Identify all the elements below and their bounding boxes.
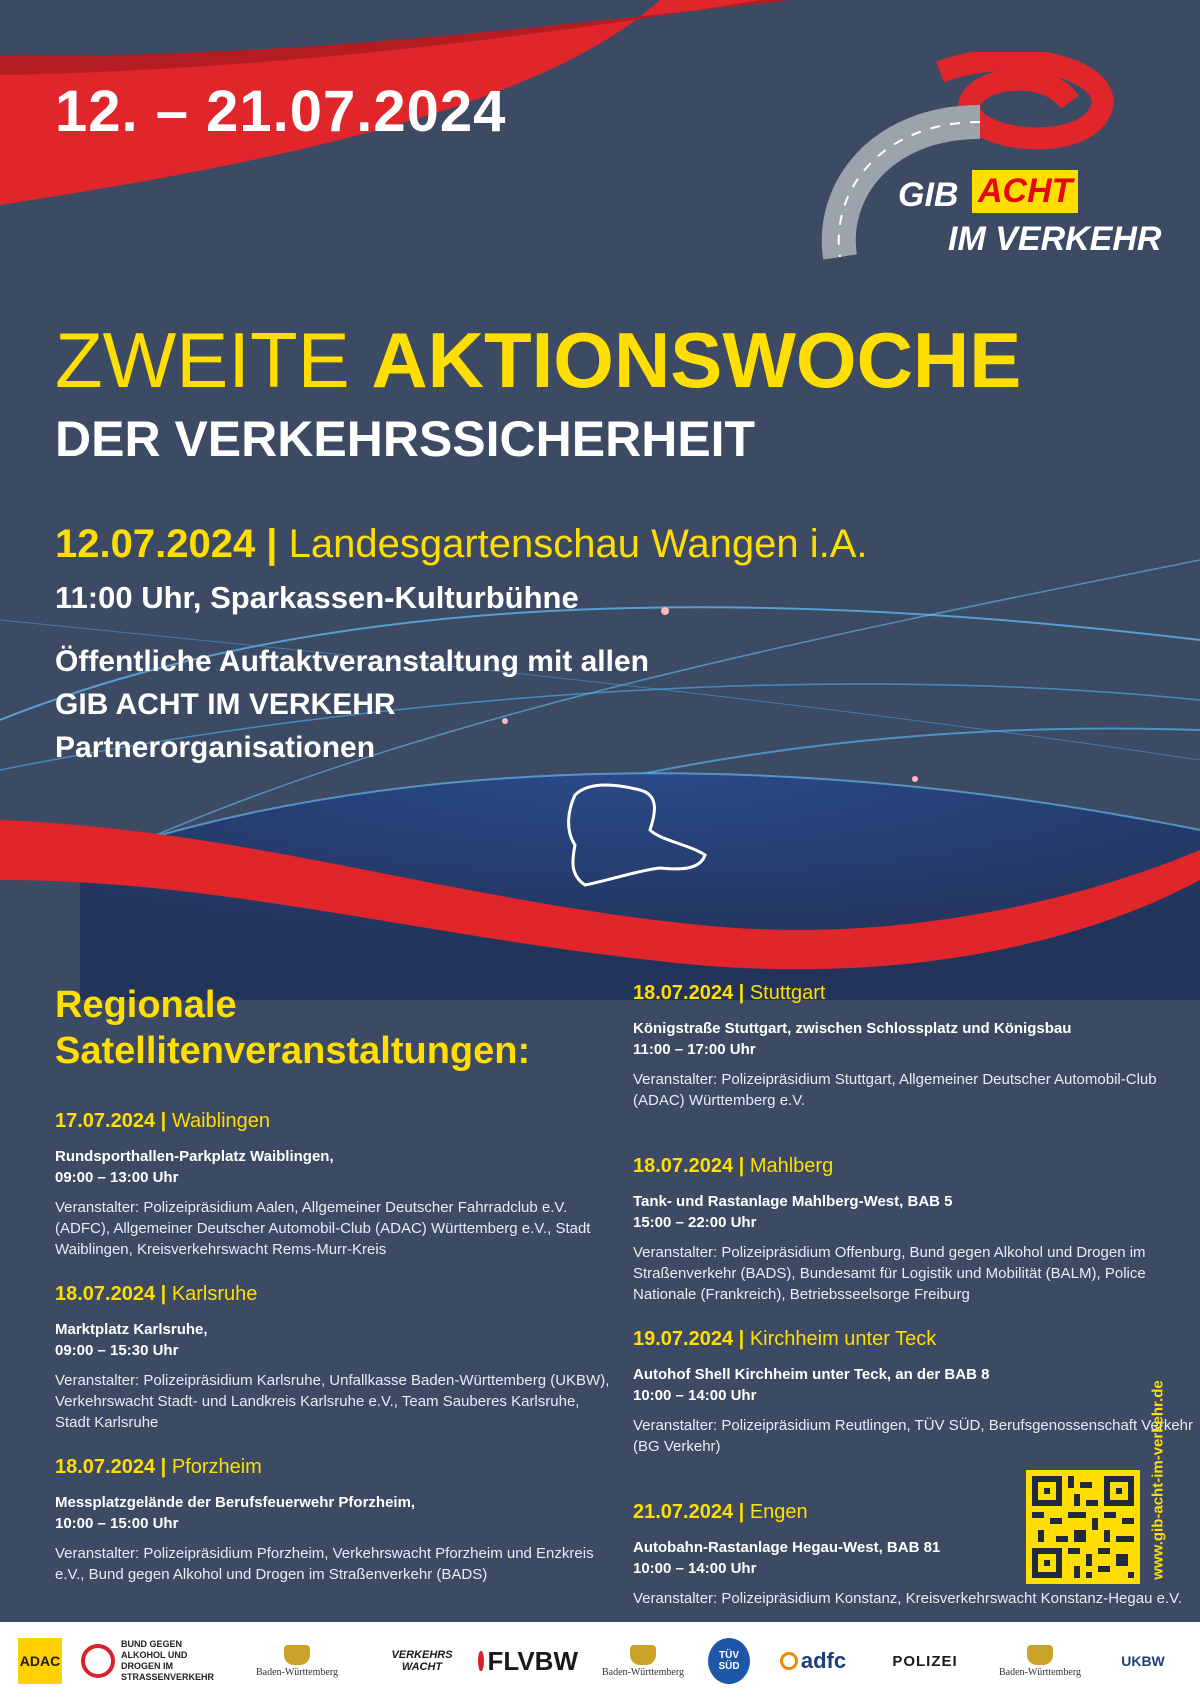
event-organizers: Veranstalter: Polizeipräsidium Reutlingen, TÜV SÜD, Berufsgenossenschaft Verkehr (BG Verkehr) xyxy=(633,1417,1194,1455)
event-place: Königstraße Stuttgart, zwischen Schlossplatz und Königsbau xyxy=(633,1020,1072,1037)
event-item xyxy=(633,1155,1193,1328)
bads-icon xyxy=(81,1644,115,1678)
event-date: 18.07.2024 | xyxy=(55,1456,167,1478)
event-date: 18.07.2024 | xyxy=(633,1155,745,1177)
event-place: Tank- und Rastanlage Mahlberg-West, BAB 5 xyxy=(633,1193,953,1210)
event-time: 11:00 – 17:00 Uhr xyxy=(633,1041,756,1058)
event-item xyxy=(55,1283,615,1456)
bw-ministry-logo xyxy=(990,1638,1090,1684)
kickoff-heading xyxy=(55,522,868,567)
event-place: Autohof Shell Kirchheim unter Teck, an der BAB 8 xyxy=(633,1366,990,1383)
event-location xyxy=(55,1319,615,1361)
flvbw-icon xyxy=(478,1651,484,1671)
event-city: Waiblingen xyxy=(171,1110,271,1132)
event-heading xyxy=(55,1456,615,1482)
event-date: 19.07.2024 | xyxy=(633,1328,745,1350)
ukbw-logo: UKBW xyxy=(1121,1653,1165,1669)
event-place: Autobahn-Rastanlage Hegau-West, BAB 81 xyxy=(633,1539,941,1556)
event-heading xyxy=(633,982,1193,1008)
event-time: 09:00 – 15:30 Uhr xyxy=(55,1342,179,1359)
event-date: 17.07.2024 | xyxy=(55,1110,167,1132)
event-organizers: Veranstalter: Polizeipräsidium Pforzheim, Verkehrswacht Pforzheim und Enzkreis e.V., Bund gegen Alkohol und Drogen im Straßenverkehr (BADS) xyxy=(55,1545,594,1583)
flvbw-text: FLVBW xyxy=(487,1645,578,1676)
event-date: 21.07.2024 | xyxy=(633,1501,745,1523)
regional-heading: Regionale Satellitenveranstaltungen: xyxy=(55,984,531,1072)
kickoff-time: 11:00 Uhr, Sparkassen-Kulturbühne xyxy=(55,580,579,615)
bads-text xyxy=(121,1639,214,1683)
logo-text-im-verkehr: IM VERKEHR xyxy=(948,220,1162,258)
date-range: 12. – 21.07.2024 xyxy=(55,79,507,144)
event-organizers: Veranstalter: Polizeipräsidium Konstanz, Kreisverkehrswacht Konstanz-Hegau e.V. xyxy=(633,1590,1182,1607)
headline-zweite: ZWEITE xyxy=(55,316,350,404)
bw-ministry-text: Baden-Württemberg xyxy=(998,1666,1081,1678)
event-city: Stuttgart xyxy=(749,982,826,1004)
event-city: Mahlberg xyxy=(749,1155,834,1177)
bads-text-line: ALKOHOL UND xyxy=(120,1650,188,1660)
bads-text-line: STRASSENVERKEHR xyxy=(120,1672,214,1682)
bw-ministry-logo xyxy=(232,1638,362,1684)
event-time: 10:00 – 14:00 Uhr xyxy=(633,1560,757,1577)
bads-text-line: DROGEN IM xyxy=(120,1661,173,1671)
event-place: Rundsporthallen-Parkplatz Waiblingen, xyxy=(55,1148,334,1165)
partner-logo-bar xyxy=(0,1622,1200,1699)
adfc-text: adfc xyxy=(800,1648,847,1673)
event-organizers: Veranstalter: Polizeipräsidium Karlsruhe, Unfallkasse Baden-Württemberg (UKBW), Verkehrswacht Stadt- und Landkreis Karlsruhe e.V., Team Sauberes Karlsruhe, Stadt Karlsruhe xyxy=(55,1372,610,1431)
headline xyxy=(55,318,1021,402)
logo-text-acht: ACHT xyxy=(972,170,1078,213)
adac-logo: ADAC xyxy=(18,1638,62,1684)
tuv-sud-logo: TÜV SÜD xyxy=(708,1638,750,1684)
event-place: Marktplatz Karlsruhe, xyxy=(55,1321,208,1338)
event-heading xyxy=(633,1328,1193,1354)
polizei-logo: POLIZEI xyxy=(892,1652,958,1670)
bw-crest-icon xyxy=(630,1645,656,1665)
event-time: 15:00 – 22:00 Uhr xyxy=(633,1214,757,1231)
headline-aktionswoche: AKTIONSWOCHE xyxy=(371,316,1022,404)
website-text[interactable]: www.gib-acht-im-verkehr.de xyxy=(1149,1380,1167,1580)
event-city: Karlsruhe xyxy=(171,1283,258,1305)
event-heading xyxy=(55,1283,615,1309)
event-location xyxy=(633,1364,1193,1406)
verkehrswacht-line: WACHT xyxy=(401,1661,443,1673)
event-item xyxy=(55,1110,615,1283)
event-location xyxy=(55,1492,615,1534)
flvbw-logo xyxy=(478,1638,578,1684)
event-time: 10:00 – 15:00 Uhr xyxy=(55,1515,179,1532)
event-date: 18.07.2024 | xyxy=(55,1283,167,1305)
kickoff-description: Öffentliche Auftaktveranstaltung mit allen GIB ACHT IM VERKEHR Partnerorganisationen xyxy=(55,645,649,764)
bads-text-line: BUND GEGEN xyxy=(120,1639,182,1649)
verkehrswacht-text xyxy=(391,1649,452,1673)
event-city: Engen xyxy=(749,1501,808,1523)
event-place: Messplatzgelände der Berufsfeuerwehr Pforzheim, xyxy=(55,1494,416,1511)
event-time: 10:00 – 14:00 Uhr xyxy=(633,1387,757,1404)
event-organizers: Veranstalter: Polizeipräsidium Aalen, Allgemeiner Deutscher Fahrradclub e.V. (ADFC), Allgemeiner Deutscher Automobil-Club (ADAC) Württemberg e.V., Stadt Waiblingen, Kreisverkehrswacht Rems-Murr-Kreis xyxy=(55,1199,591,1258)
event-heading xyxy=(633,1155,1193,1181)
event-heading xyxy=(55,1110,615,1136)
event-column-left xyxy=(55,1110,615,1629)
event-item xyxy=(55,1456,615,1629)
event-organizers: Veranstalter: Polizeipräsidium Stuttgart, Allgemeiner Deutscher Automobil-Club (ADAC) Württemberg e.V. xyxy=(633,1071,1157,1109)
event-city: Kirchheim unter Teck xyxy=(749,1328,937,1350)
qr-code-icon[interactable] xyxy=(1026,1470,1140,1584)
logo-text-gib: GIB xyxy=(898,176,959,214)
bw-crest-icon xyxy=(1027,1645,1053,1665)
verkehrswacht-line: VERKEHRS xyxy=(391,1649,453,1661)
event-time: 09:00 – 13:00 Uhr xyxy=(55,1169,179,1186)
bw-crest-icon xyxy=(284,1645,310,1665)
bw-ministry-logo xyxy=(588,1638,698,1684)
adfc-icon xyxy=(780,1652,798,1670)
bw-ministry-text: Baden-Württemberg xyxy=(255,1666,338,1678)
event-location xyxy=(633,1191,1193,1233)
bw-ministry-text: Baden-Württemberg xyxy=(601,1666,684,1678)
website-link[interactable] xyxy=(1146,1370,1170,1590)
event-date: 18.07.2024 | xyxy=(633,982,745,1004)
verkehrswacht-logo xyxy=(382,1638,462,1684)
adfc-logo xyxy=(772,1638,854,1684)
kickoff-date: 12.07.2024 | xyxy=(55,522,278,566)
kickoff-place: Landesgartenschau Wangen i.A. xyxy=(288,522,868,566)
event-location xyxy=(55,1146,615,1188)
bads-logo xyxy=(80,1638,215,1684)
event-organizers: Veranstalter: Polizeipräsidium Offenburg, Bund gegen Alkohol und Drogen im Straßenverkehr (BADS), Bundesamt für Logistik und Mobilität (BALM), Police Nationale (Frankreich), Betriebsseelsorge Freiburg xyxy=(633,1244,1146,1303)
gib-acht-logo xyxy=(820,52,1162,272)
event-location xyxy=(633,1018,1193,1060)
event-city: Pforzheim xyxy=(171,1456,262,1478)
event-item xyxy=(633,982,1193,1155)
subheadline: DER VERKEHRSSICHERHEIT xyxy=(55,411,756,467)
